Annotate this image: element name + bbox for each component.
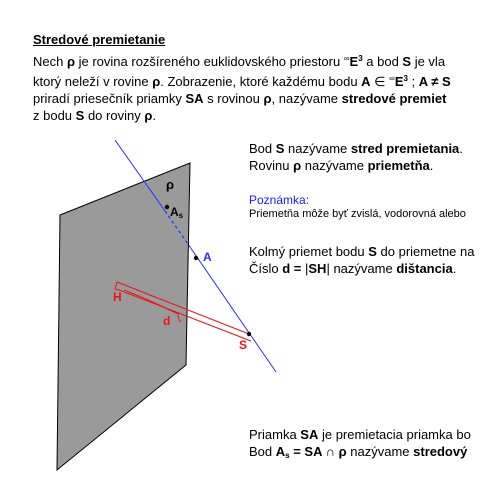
point-S-dot: [247, 332, 251, 336]
point-H-label: H: [113, 290, 122, 304]
point-As-dot: [165, 205, 169, 209]
plane-label-rho: ρ: [166, 177, 175, 192]
note-heading: Poznámka:: [249, 193, 310, 207]
projecting-line-lower: [190, 247, 276, 372]
point-As-label: As: [170, 205, 184, 220]
intro-line-3: priradí priesečník priamky SA s rovinou ρ, nazývame stredové premiet: [33, 91, 447, 106]
page-title: Stredové premietanie: [33, 32, 166, 47]
note-text: Priemetňa môže byť zvislá, vodorovná alebo: [249, 208, 466, 220]
definition-central-projection: Bod $A_s$ = SA ∩ ρ nazývame stredový: [249, 444, 468, 460]
intro-line-2: ktorý neleží v rovine ρ. Zobrazenie, ktoré každému bodu A ∈ $^\infty E^3$ ; A ≠ S: [33, 74, 451, 89]
definition-projecting-line: Priamka SA je premietacia priamka bo: [249, 427, 471, 442]
definition-distance: Číslo d = |SH| nazývame dištancia.: [249, 261, 457, 276]
definition-perpendicular: Kolmý priemet bodu S do priemetne na: [249, 244, 475, 259]
distance-d-label: d: [163, 314, 171, 328]
intro-line-1: Nech ρ je rovina rozšíreného euklidovského priestoru $^\infty E^3$ a bod S je vla: [33, 54, 446, 69]
point-A-label: A: [203, 250, 212, 264]
intro-line-4: z bodu S do roviny ρ.: [33, 108, 156, 123]
definition-projection-plane: Rovinu ρ nazývame priemetňa.: [249, 158, 434, 173]
point-A-dot: [194, 256, 198, 260]
definition-center: Bod S nazývame stred premietania.: [249, 141, 463, 156]
point-S-label: S: [239, 338, 248, 352]
